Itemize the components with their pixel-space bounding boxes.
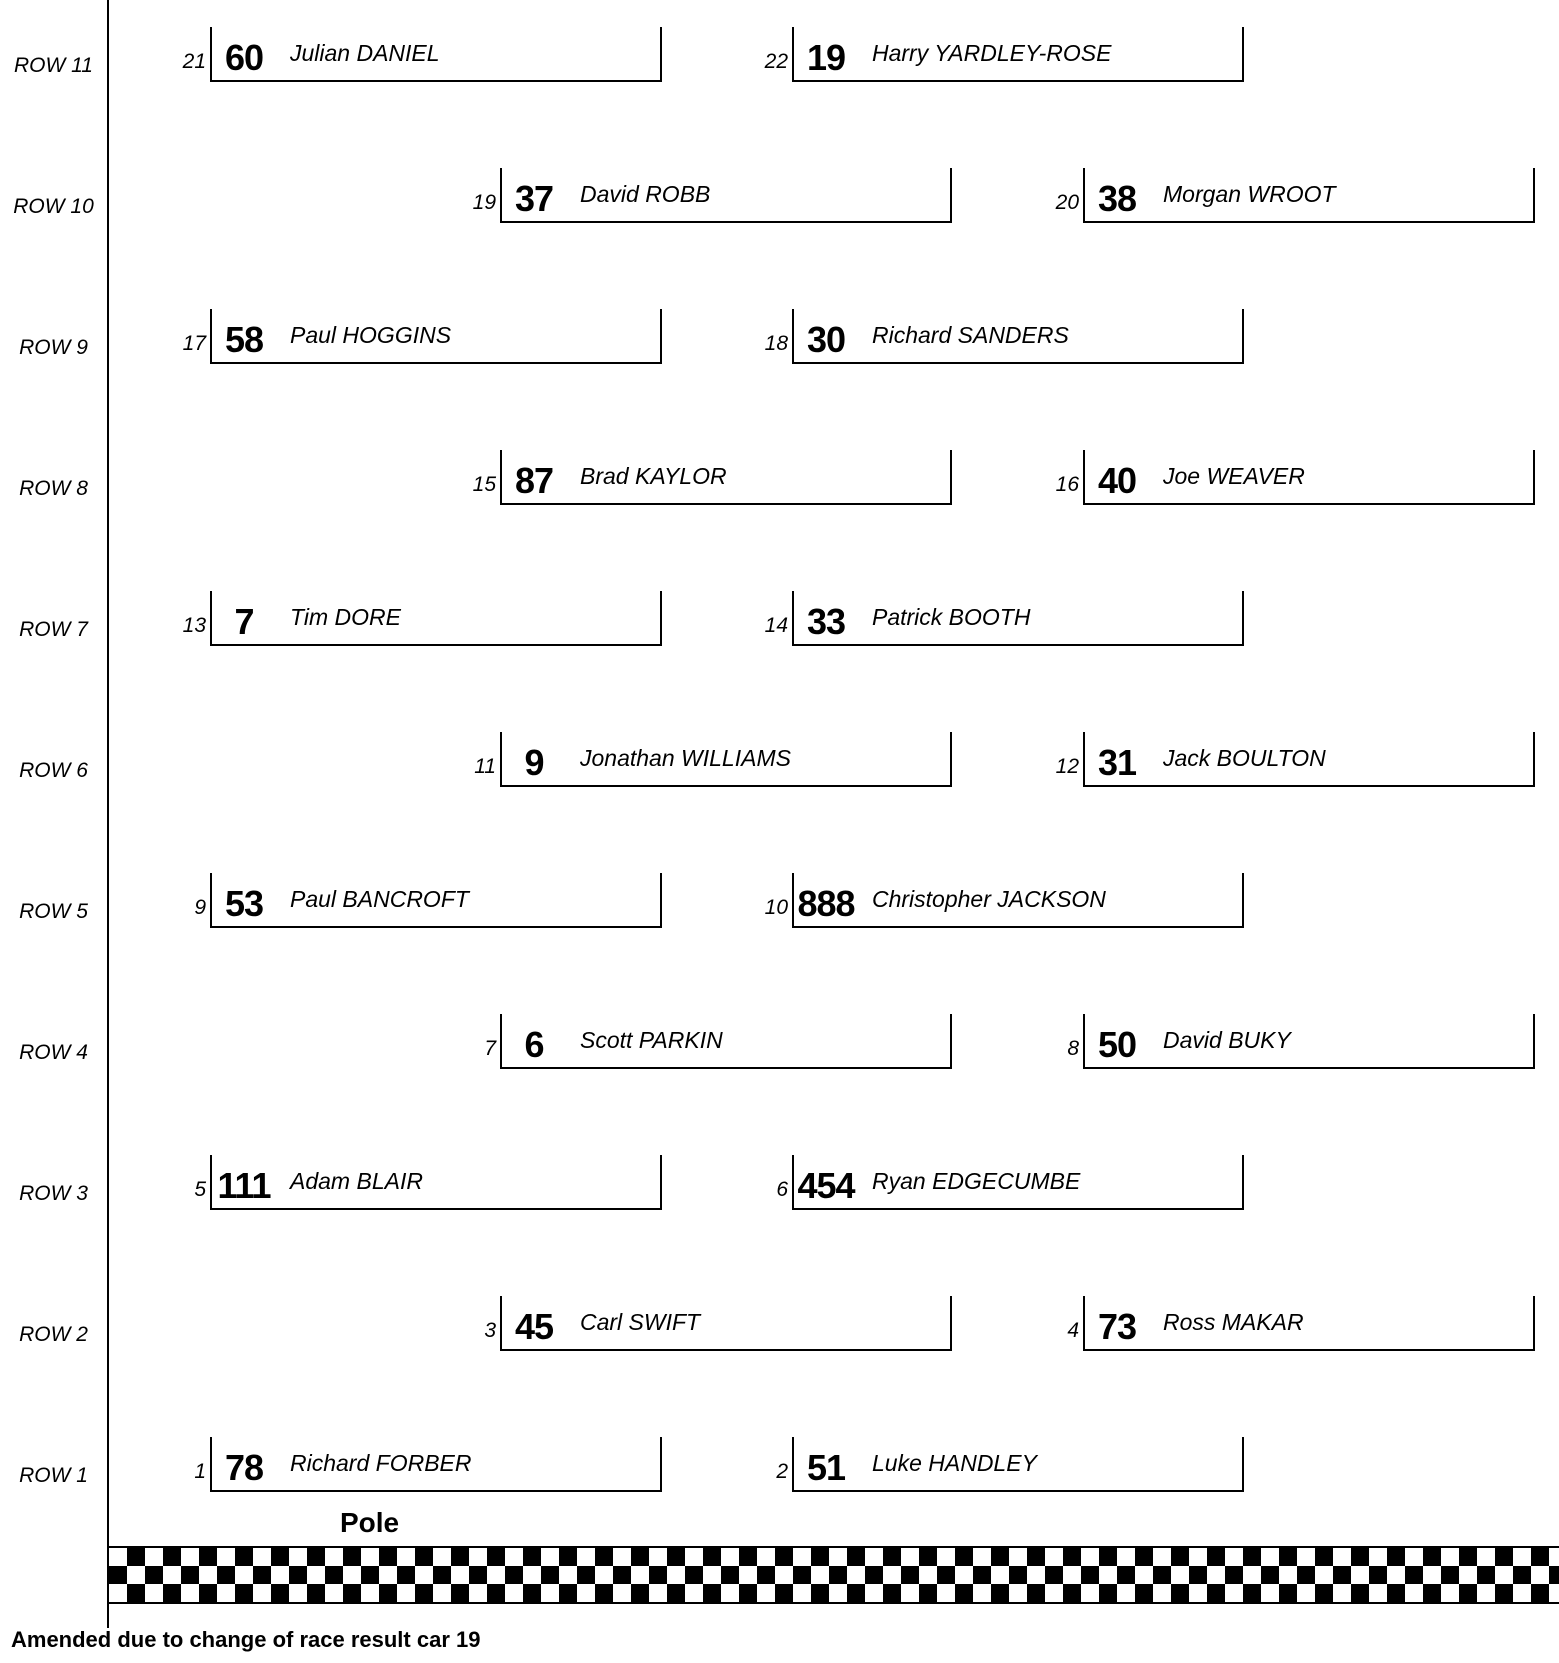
grid-box <box>1083 450 1535 505</box>
grid-position: 22 <box>764 50 788 73</box>
grid-slot <box>1067 1296 1535 1353</box>
grid-box <box>500 1014 952 1069</box>
car-number: 9 <box>524 742 544 783</box>
car-number: 888 <box>797 883 855 924</box>
car-number: 40 <box>1097 460 1137 501</box>
row-label: ROW 2 <box>19 1323 88 1346</box>
grid-slot <box>1067 1014 1535 1071</box>
car-number: 6 <box>524 1024 544 1065</box>
car-number: 50 <box>1097 1024 1137 1065</box>
grid-position: 5 <box>194 1178 206 1201</box>
grid-slot <box>484 1014 952 1071</box>
car-number: 19 <box>806 37 846 78</box>
grid-slot <box>764 309 1244 366</box>
grid-position: 16 <box>1055 473 1079 496</box>
grid-slot <box>182 27 662 84</box>
grid-slot <box>764 873 1244 930</box>
grid-position: 10 <box>764 896 788 919</box>
driver-name: Harry YARDLEY-ROSE <box>872 40 1112 66</box>
car-number: 58 <box>224 319 264 360</box>
grid-slot <box>764 591 1244 648</box>
grid-position: 14 <box>764 614 788 637</box>
grid-slot <box>182 309 662 366</box>
driver-name: Ross MAKAR <box>1163 1309 1304 1335</box>
grid-slot <box>474 732 952 789</box>
grid-position: 20 <box>1055 191 1079 214</box>
grid-slot <box>472 450 952 507</box>
driver-name: Richard FORBER <box>290 1450 472 1476</box>
grid-position: 4 <box>1067 1319 1079 1342</box>
car-number: 73 <box>1097 1306 1137 1347</box>
grid-slot <box>764 27 1244 84</box>
grid-box <box>210 591 662 646</box>
grid-position: 18 <box>764 332 788 355</box>
row-label: ROW 11 <box>14 54 93 77</box>
row-label: ROW 3 <box>19 1182 88 1205</box>
driver-name: Patrick BOOTH <box>872 604 1031 630</box>
grid-position: 21 <box>182 50 206 73</box>
grid-edge-line <box>107 0 109 1628</box>
car-number: 37 <box>514 178 554 219</box>
grid-slot <box>194 1437 662 1494</box>
grid-position: 8 <box>1067 1037 1079 1060</box>
row-label: ROW 1 <box>19 1464 88 1487</box>
grid-slot <box>472 168 952 225</box>
grid-box <box>1083 1014 1535 1069</box>
pole-label: Pole <box>340 1507 400 1538</box>
driver-name: Paul HOGGINS <box>290 322 452 348</box>
car-number: 454 <box>797 1165 855 1206</box>
driver-name: Luke HANDLEY <box>872 1450 1037 1476</box>
car-number: 78 <box>224 1447 264 1488</box>
grid-slot <box>776 1155 1244 1212</box>
grid-position: 15 <box>472 473 496 496</box>
car-number: 111 <box>217 1165 271 1206</box>
driver-name: Joe WEAVER <box>1163 463 1305 489</box>
row-label: ROW 5 <box>19 900 88 923</box>
car-number: 45 <box>514 1306 554 1347</box>
driver-name: Ryan EDGECUMBE <box>872 1168 1081 1194</box>
row-label: ROW 4 <box>19 1041 88 1064</box>
grid-box <box>500 168 952 223</box>
driver-name: Julian DANIEL <box>290 40 440 66</box>
driver-name: Scott PARKIN <box>580 1027 723 1053</box>
grid-position: 1 <box>194 1460 206 1483</box>
driver-name: David ROBB <box>580 181 711 207</box>
grid-slot <box>194 873 662 930</box>
driver-name: Tim DORE <box>290 604 401 630</box>
grid-slot <box>182 591 662 648</box>
grid-position: 12 <box>1055 755 1079 778</box>
checkered-flag-line <box>109 1546 1559 1604</box>
row-label: ROW 7 <box>19 618 88 641</box>
grid-box <box>500 1296 952 1351</box>
grid-box <box>210 1155 662 1210</box>
driver-name: Paul BANCROFT <box>290 886 469 912</box>
driver-name: Brad KAYLOR <box>580 463 727 489</box>
driver-name: Richard SANDERS <box>872 322 1069 348</box>
driver-name: Christopher JACKSON <box>872 886 1106 912</box>
driver-name: Jack BOULTON <box>1163 745 1326 771</box>
row-label: ROW 8 <box>19 477 88 500</box>
driver-name: Morgan WROOT <box>1163 181 1336 207</box>
grid-position: 19 <box>472 191 496 214</box>
car-number: 87 <box>514 460 554 501</box>
grid-position: 11 <box>474 755 496 778</box>
grid-position: 13 <box>182 614 206 637</box>
grid-slot <box>1055 168 1535 225</box>
grid-position: 7 <box>484 1037 496 1060</box>
grid-position: 6 <box>776 1178 788 1201</box>
grid-slot <box>484 1296 952 1353</box>
car-number: 30 <box>806 319 846 360</box>
car-number: 7 <box>234 601 254 642</box>
driver-name: Adam BLAIR <box>290 1168 423 1194</box>
car-number: 33 <box>806 601 846 642</box>
car-number: 60 <box>224 37 264 78</box>
grid-position: 9 <box>194 896 206 919</box>
grid-slot <box>1055 450 1535 507</box>
grid-position: 3 <box>484 1319 496 1342</box>
grid-position: 2 <box>776 1460 788 1483</box>
car-number: 51 <box>806 1447 846 1488</box>
grid-box <box>1083 1296 1535 1351</box>
driver-name: Carl SWIFT <box>580 1309 701 1335</box>
driver-name: Jonathan WILLIAMS <box>580 745 791 771</box>
row-label: ROW 9 <box>19 336 88 359</box>
row-label: ROW 6 <box>19 759 88 782</box>
car-number: 31 <box>1097 742 1137 783</box>
row-label: ROW 10 <box>13 195 94 218</box>
grid-slot <box>194 1155 662 1212</box>
grid-slot <box>776 1437 1244 1494</box>
car-number: 38 <box>1097 178 1137 219</box>
amendment-note: Amended due to change of race result car 19 <box>11 1627 481 1652</box>
car-number: 53 <box>224 883 264 924</box>
grid-position: 17 <box>182 332 206 355</box>
grid-slot <box>1055 732 1535 789</box>
driver-name: David BUKY <box>1163 1027 1291 1053</box>
